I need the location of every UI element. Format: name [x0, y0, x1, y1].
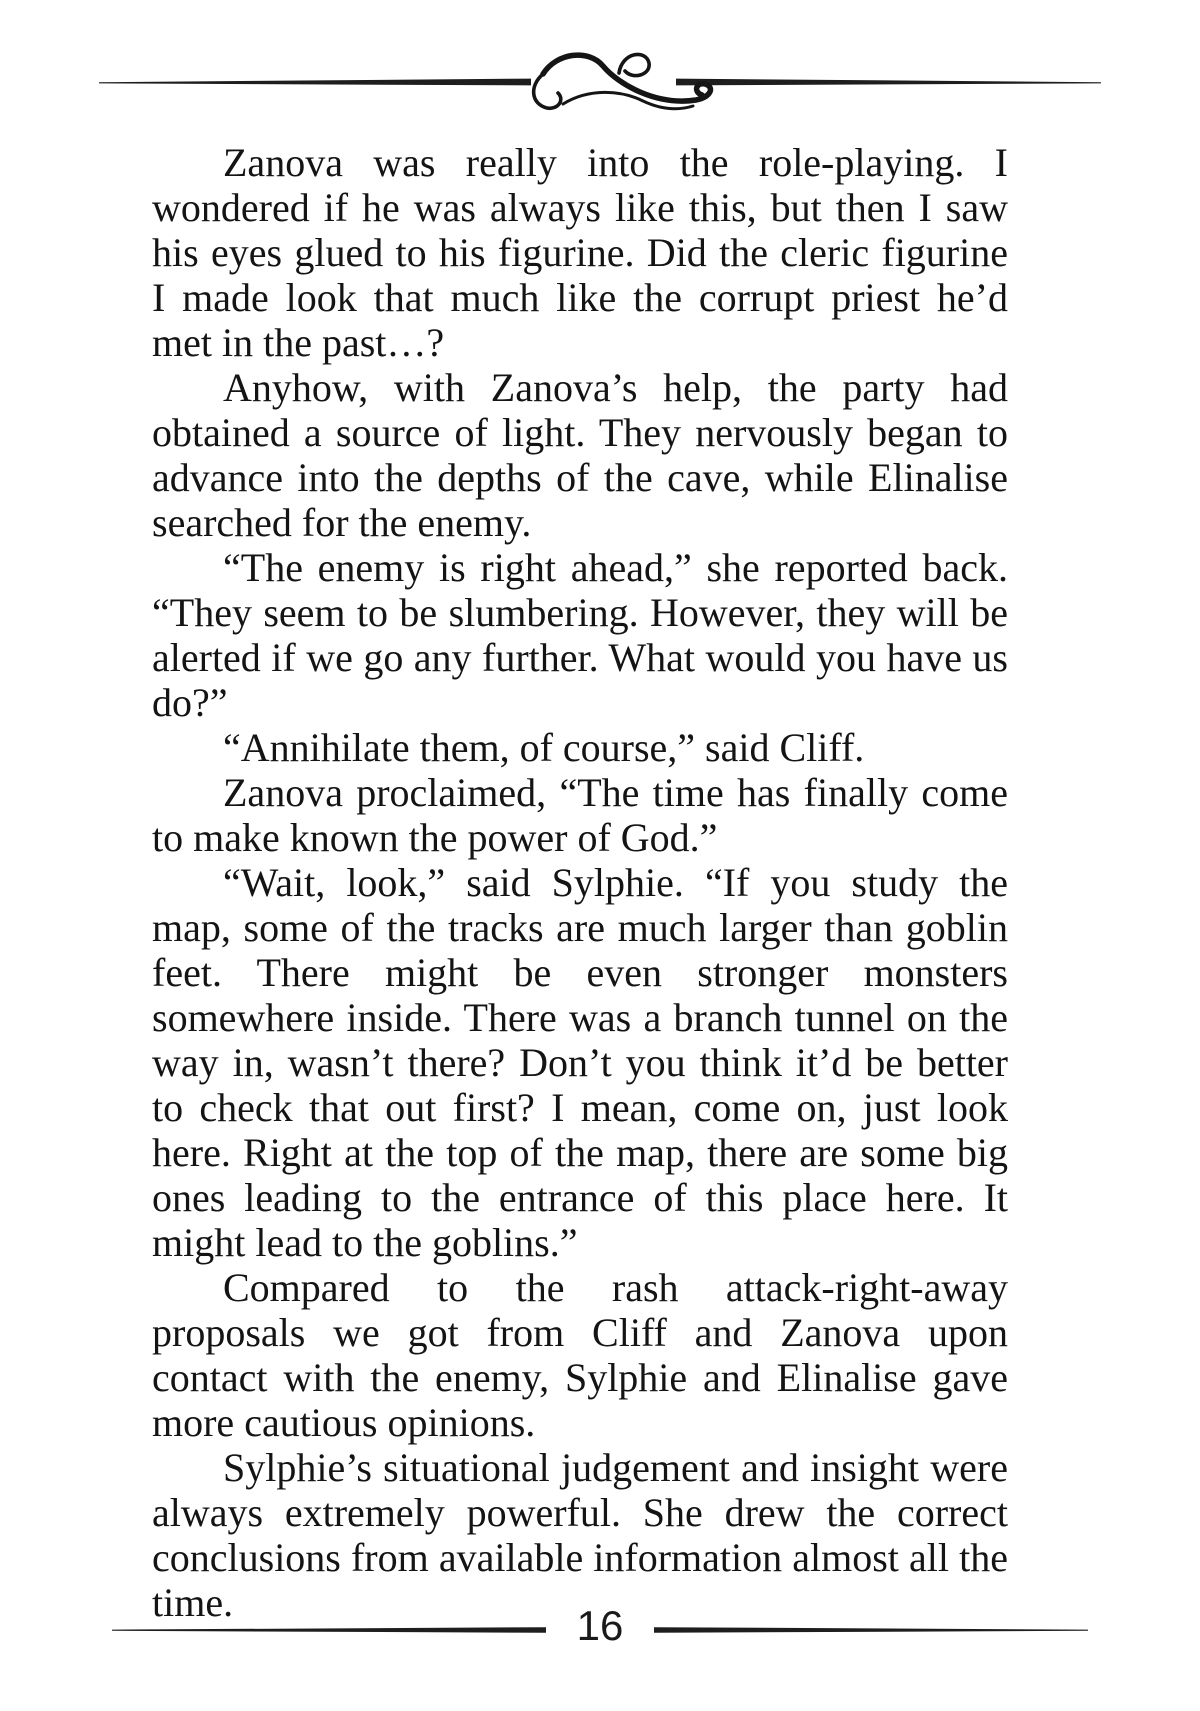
body-paragraph: Zanova proclaimed, “The time has finally come to make known the power of God.”	[152, 770, 1008, 860]
page-number: 16	[576, 1602, 624, 1649]
body-paragraph: Zanova was really into the role-playing. I wondered if he was always like this, but then I saw his eyes glued to his figurine. Did the cleric figurine I made look that much like the corrupt priest he’d met in the past…?	[152, 140, 1008, 365]
body-paragraph: Compared to the rash attack-right-away proposals we got from Cliff and Zanova upon contact with the enemy, Sylphie and Elinalise gave more cautious opinions.	[152, 1265, 1008, 1445]
body-paragraph: “Wait, look,” said Sylphie. “If you study the map, some of the tracks are much larger than goblin feet. There might be even stronger monsters somewhere inside. There was a branch tunnel on the way in, wasn’t there? Don’t you think it’d be better to check that out first? I mean, come on, just look here. Right at the top of the map, there are some big ones leading to the entrance of this place here. It might lead to the goblins.”	[152, 860, 1008, 1265]
footer-right-rule	[652, 1625, 1090, 1635]
page-footer	[95, 1597, 1105, 1663]
footer-left-rule	[110, 1625, 548, 1635]
body-paragraph: “Annihilate them, of course,” said Cliff.	[223, 725, 865, 770]
body-paragraph: “The enemy is right ahead,” she reported back. “They seem to be slumbering. However, they will be alerted if we go any further. What would you have us do?”	[152, 545, 1008, 725]
body-paragraph: Anyhow, with Zanova’s help, the party had obtained a source of light. They nervously began to advance into the depths of the cave, while Elinalise searched for the enemy.	[152, 365, 1008, 545]
body-paragraph: Sylphie’s situational judgement and insight were always extremely powerful. She drew the correct conclusions from available information almost all the time.	[152, 1445, 1008, 1625]
body-text	[152, 140, 1008, 1625]
flourish-divider-icon	[95, 42, 1105, 132]
header-divider	[95, 42, 1105, 132]
